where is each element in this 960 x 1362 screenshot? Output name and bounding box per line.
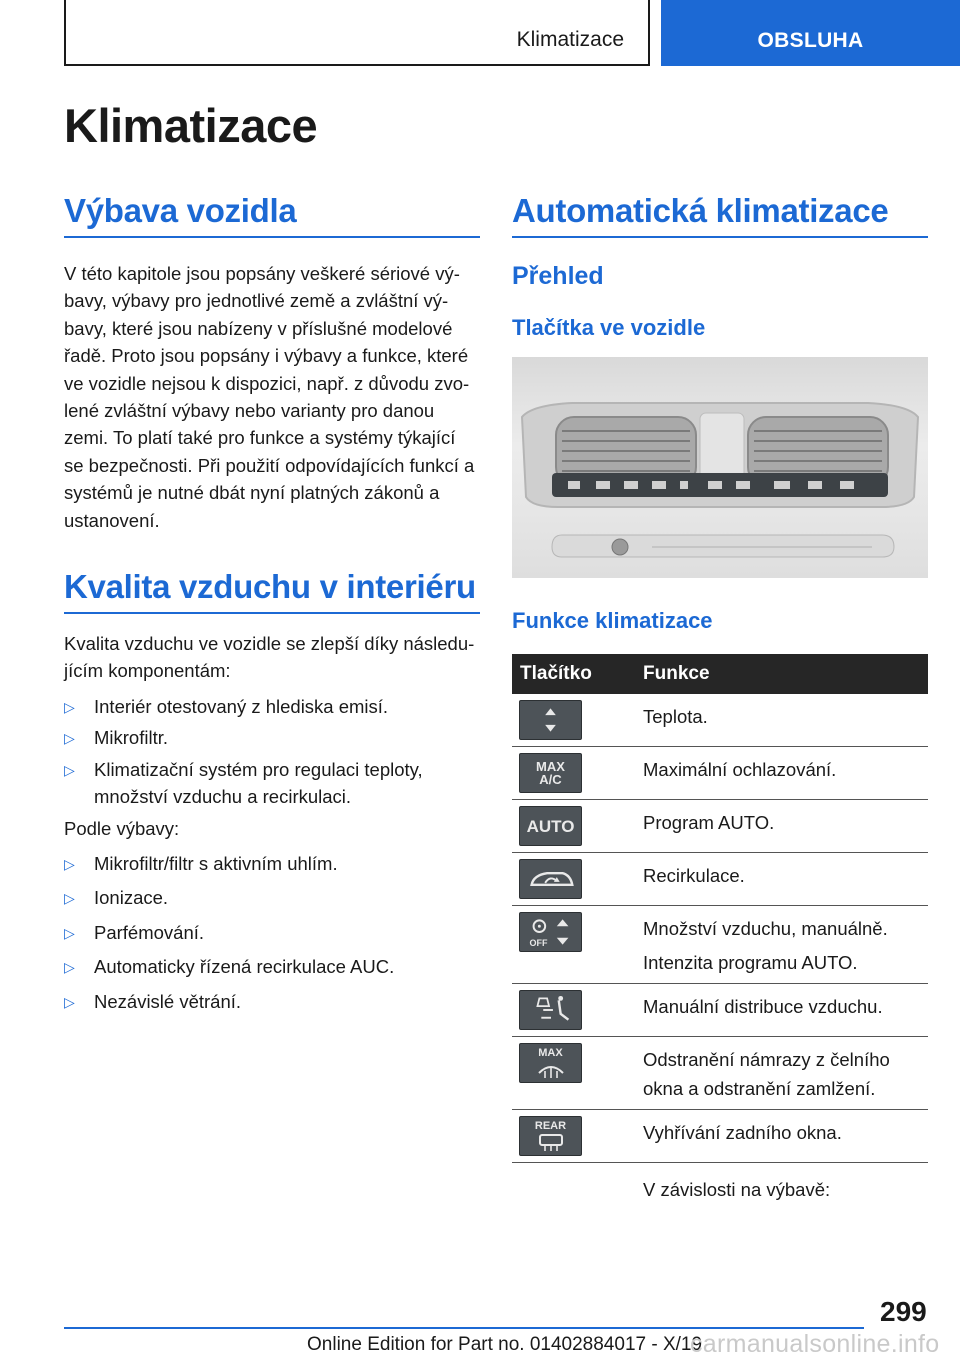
equipment-list: [64, 850, 480, 1015]
list-item: ▷ Nezávislé větrání.: [64, 988, 480, 1015]
heading-vybava-vozidla: Výbava vozidla: [64, 192, 480, 238]
function-cell: Maximální ochlazování.: [635, 747, 928, 800]
temperature-arrows-icon: [519, 700, 582, 740]
function-cell: Recirkulace.: [635, 853, 928, 906]
table-row: [512, 906, 928, 984]
max-ac-icon: MAX A/C: [519, 753, 582, 793]
climate-control-photo: [512, 357, 928, 578]
table-row: [512, 1110, 928, 1163]
function-cell: Teplota.: [635, 694, 928, 747]
watermark: carmanualsonline.info: [690, 1330, 940, 1358]
footer-edition: Online Edition for Part no. 01402884017 - X/19: [307, 1334, 703, 1355]
triangle-bullet-icon: ▷: [64, 993, 75, 1010]
table-row: [512, 800, 928, 853]
table-row: [512, 853, 928, 906]
list-item: ▷ Klimatizační systém pro regulaci teploty, množství vzduchu a recirkulaci.: [64, 758, 423, 808]
function-cell: Množství vzduchu, manuálně. Intenzita programu AUTO.: [635, 906, 928, 984]
function-cell: Odstranění námrazy z čelního okna a odstranění zamlžení.: [635, 1037, 928, 1110]
fan-off-icon: OFF: [519, 912, 582, 952]
function-cell: V závislosti na výbavě:: [643, 1179, 831, 1200]
triangle-bullet-icon: ▷: [64, 924, 75, 941]
list-item: ▷ Interiér otestovaný z hlediska emisí.: [64, 693, 480, 720]
triangle-bullet-icon: ▷: [64, 890, 75, 907]
heading-kvalita-vzduchu: Kvalita vzduchu v interiéru: [64, 568, 480, 614]
function-cell: Vyhřívání zadního okna.: [635, 1110, 928, 1163]
max-defrost-icon: MAX: [519, 1043, 582, 1083]
function-cell: Program AUTO.: [635, 800, 928, 853]
list-item: ▷ Ionizace.: [64, 884, 480, 911]
auto-icon: AUTO: [519, 806, 582, 846]
heading-tlacitka-ve-vozidle: Tlačítka ve vozidle: [512, 315, 706, 340]
header-frame: [64, 0, 650, 66]
triangle-bullet-icon: ▷: [64, 698, 75, 715]
table-header-row: [512, 654, 928, 694]
table-row: [512, 1037, 928, 1110]
triangle-bullet-icon: ▷: [64, 855, 75, 872]
recirculation-icon: [519, 859, 582, 899]
equipment-paragraph: V této kapitole jsou popsány veškeré sériové vý-bavy, výbavy pro jednotlivé země a zvláštní vý-bavy, které jsou nabízeny v příslušné modelové řadě. Proto jsou popsány i výbavy a funkce, které ve vozidle nejsou k dispozici, např. z důvodu zvo-lené zvláštní výbavy nebo varianty pro danou zemi. To platí také pro funkce a systémy týkající se bezpečnosti. Při použití odpovídajících funkcí a systémů je nutné dbát nyní platných zákonů a ustanovení.: [64, 263, 475, 531]
table-header-function: Funkce: [635, 654, 928, 694]
triangle-bullet-icon: ▷: [64, 730, 75, 747]
function-cell: Manuální distribuce vzduchu.: [635, 984, 928, 1037]
header-chapter-tab: OBSLUHA: [661, 0, 960, 66]
equipment-label: Podle výbavy:: [64, 817, 180, 839]
air-distribution-icon: [519, 990, 582, 1030]
table-row: [512, 1163, 928, 1217]
functions-table: [512, 654, 928, 1217]
page-number: 299: [880, 1296, 927, 1327]
right-column: [512, 192, 928, 1217]
dashboard-vents-illustration: [512, 357, 928, 578]
heading-funkce-klimatizace: Funkce klimatizace: [512, 608, 713, 633]
list-item: ▷ Parfémování.: [64, 919, 480, 946]
list-item: ▷ Mikrofiltr/filtr s aktivním uhlím.: [64, 850, 480, 877]
page-title: Klimatizace: [64, 99, 318, 152]
heading-automaticka-klimatizace: Automatická klimatizace: [512, 192, 928, 238]
list-item: ▷ Automaticky řízená recirkulace AUC.: [64, 953, 480, 980]
air-components-list: [64, 693, 480, 811]
table-row: [512, 694, 928, 747]
rear-defrost-icon: REAR: [519, 1116, 582, 1156]
triangle-bullet-icon: ▷: [64, 959, 75, 976]
list-item: ▷ Mikrofiltr.: [64, 724, 480, 751]
footer-divider: [64, 1327, 864, 1329]
heading-prehled: Přehled: [512, 262, 604, 290]
triangle-bullet-icon: ▷: [64, 761, 75, 778]
table-row: [512, 747, 928, 800]
table-header-button: Tlačítko: [512, 654, 635, 694]
header-section-title: Klimatizace: [516, 28, 624, 51]
left-column: [64, 192, 480, 1022]
table-row: [512, 984, 928, 1037]
air-intro-paragraph: Kvalita vzduchu ve vozidle se zlepší díky následu-jícím komponentám:: [64, 633, 475, 682]
